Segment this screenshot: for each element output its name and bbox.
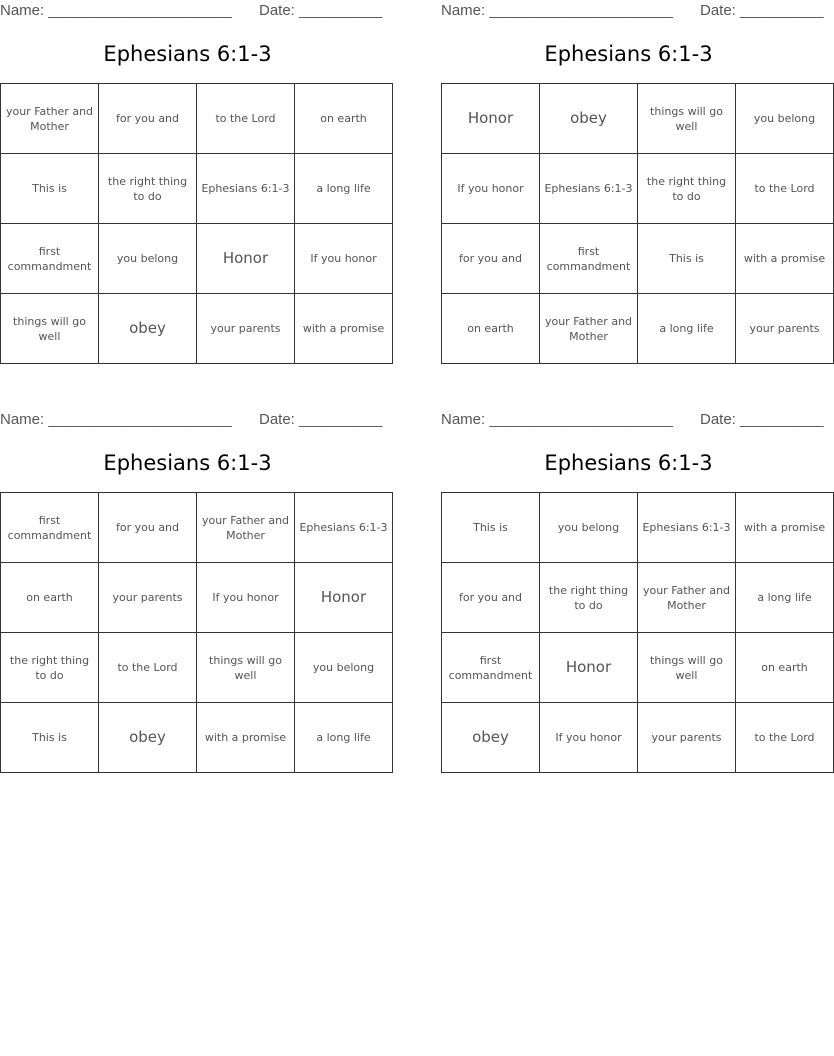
bingo-cell: on earth	[442, 294, 540, 364]
bingo-cell: the right thing to do	[1, 633, 99, 703]
bingo-cell: Honor	[295, 563, 393, 633]
bingo-cell: your Father and Mother	[1, 84, 99, 154]
bingo-cell: a long life	[638, 294, 736, 364]
bingo-cell: for you and	[99, 493, 197, 563]
bingo-card-2	[441, 0, 826, 343]
bingo-cell: your parents	[638, 703, 736, 773]
bingo-cell: your parents	[736, 294, 834, 364]
bingo-cell: Ephesians 6:1-3	[638, 493, 736, 563]
bingo-grid	[441, 83, 834, 364]
bingo-cell: you belong	[736, 84, 834, 154]
date-field[interactable]: Date: __________	[700, 2, 824, 19]
bingo-cell: obey	[442, 703, 540, 773]
bingo-card-1	[0, 0, 385, 343]
bingo-cell: things will go well	[638, 84, 736, 154]
bingo-cell: This is	[638, 224, 736, 294]
name-field[interactable]: Name: ______________________	[441, 2, 673, 19]
bingo-cell: first commandment	[1, 224, 99, 294]
name-field[interactable]: Name: ______________________	[441, 411, 673, 428]
bingo-cell: your parents	[99, 563, 197, 633]
bingo-cell: Ephesians 6:1-3	[295, 493, 393, 563]
bingo-cell: on earth	[295, 84, 393, 154]
bingo-cell: for you and	[99, 84, 197, 154]
bingo-cell: Honor	[197, 224, 295, 294]
bingo-cell: on earth	[1, 563, 99, 633]
bingo-cell: with a promise	[736, 224, 834, 294]
bingo-cell: Ephesians 6:1-3	[197, 154, 295, 224]
bingo-cell: a long life	[295, 154, 393, 224]
date-field[interactable]: Date: __________	[259, 2, 383, 19]
bingo-cell: the right thing to do	[638, 154, 736, 224]
bingo-grid	[0, 83, 393, 364]
name-date-row	[441, 409, 824, 431]
bingo-cell: your Father and Mother	[638, 563, 736, 633]
bingo-cell: things will go well	[638, 633, 736, 703]
bingo-cell: with a promise	[736, 493, 834, 563]
bingo-cell: your Father and Mother	[197, 493, 295, 563]
bingo-cell: on earth	[736, 633, 834, 703]
bingo-cell: the right thing to do	[99, 154, 197, 224]
card-title: Ephesians 6:1-3	[103, 451, 272, 475]
bingo-cell: obey	[540, 84, 638, 154]
bingo-cell: first commandment	[540, 224, 638, 294]
bingo-cell: Honor	[442, 84, 540, 154]
bingo-cell: to the Lord	[99, 633, 197, 703]
bingo-cell: If you honor	[197, 563, 295, 633]
bingo-cell: If you honor	[295, 224, 393, 294]
bingo-cell: obey	[99, 703, 197, 773]
name-date-row	[0, 409, 383, 431]
card-title: Ephesians 6:1-3	[103, 42, 272, 66]
date-field[interactable]: Date: __________	[700, 411, 824, 428]
bingo-cell: first commandment	[442, 633, 540, 703]
bingo-card-3	[0, 409, 388, 746]
bingo-cell: you belong	[540, 493, 638, 563]
card-title: Ephesians 6:1-3	[544, 42, 713, 66]
bingo-cell: Ephesians 6:1-3	[540, 154, 638, 224]
name-date-row	[0, 0, 383, 22]
bingo-cell: This is	[1, 703, 99, 773]
name-date-row	[441, 0, 824, 22]
bingo-cell: to the Lord	[197, 84, 295, 154]
bingo-cell: for you and	[442, 563, 540, 633]
card-title: Ephesians 6:1-3	[544, 451, 713, 475]
bingo-cell: a long life	[736, 563, 834, 633]
bingo-cell: to the Lord	[736, 154, 834, 224]
bingo-cell: This is	[1, 154, 99, 224]
bingo-card-4	[441, 409, 826, 746]
bingo-grid	[441, 492, 834, 773]
bingo-cell: for you and	[442, 224, 540, 294]
bingo-cell: This is	[442, 493, 540, 563]
bingo-cell: things will go well	[1, 294, 99, 364]
bingo-cell: with a promise	[197, 703, 295, 773]
date-field[interactable]: Date: __________	[259, 411, 383, 428]
bingo-cell: your Father and Mother	[540, 294, 638, 364]
bingo-grid	[0, 492, 393, 773]
name-field[interactable]: Name: ______________________	[0, 2, 232, 19]
bingo-cell: first commandment	[1, 493, 99, 563]
bingo-cell: things will go well	[197, 633, 295, 703]
bingo-cell: If you honor	[540, 703, 638, 773]
bingo-cell: your parents	[197, 294, 295, 364]
bingo-cell: Honor	[540, 633, 638, 703]
bingo-cell: to the Lord	[736, 703, 834, 773]
bingo-cell: you belong	[295, 633, 393, 703]
bingo-cell: a long life	[295, 703, 393, 773]
bingo-cell: If you honor	[442, 154, 540, 224]
bingo-cell: obey	[99, 294, 197, 364]
name-field[interactable]: Name: ______________________	[0, 411, 232, 428]
bingo-cell: the right thing to do	[540, 563, 638, 633]
bingo-cell: with a promise	[295, 294, 393, 364]
bingo-cell: you belong	[99, 224, 197, 294]
